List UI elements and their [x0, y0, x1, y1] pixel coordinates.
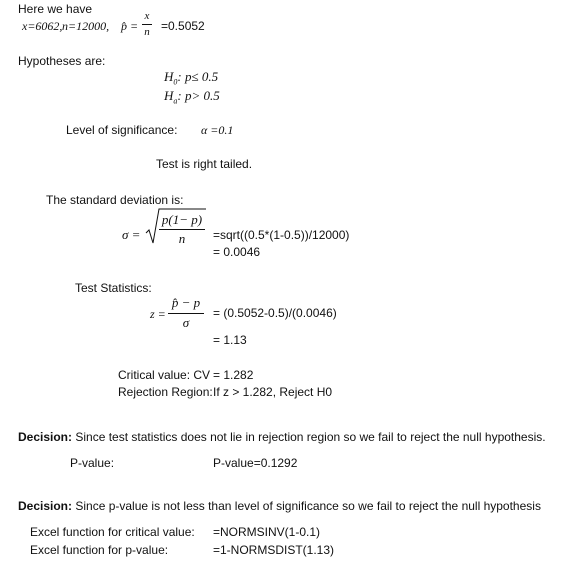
- decision-1-label: Decision:: [18, 430, 73, 444]
- phat-lhs: p̂ =: [121, 19, 139, 33]
- givens-frac-line: [142, 24, 152, 25]
- excel-p-label: Excel function for p-value:: [30, 543, 169, 557]
- critical-value: = 1.282: [213, 368, 254, 382]
- excel-cv-value: =NORMSINV(1-0.1): [213, 525, 321, 539]
- decision-2: [18, 499, 541, 513]
- decision-1: [18, 430, 546, 444]
- givens-frac-den: n: [144, 26, 150, 38]
- test-stat-result: = 1.13: [213, 333, 247, 347]
- test-stat-label: Test Statistics:: [75, 281, 152, 295]
- test-type: Test is right tailed.: [156, 157, 253, 171]
- test-stat-frac-line: [168, 313, 204, 314]
- z-lhs: z =: [150, 307, 166, 321]
- decision-2-label: Decision:: [18, 499, 73, 513]
- std-dev-frac-line: [159, 229, 205, 230]
- significance-label: Level of significance:: [66, 123, 178, 137]
- alt-hypothesis: $H_a$: p> 0.5: [164, 88, 220, 106]
- test-stat-formula: = (0.5052-0.5)/(0.0046): [213, 306, 337, 320]
- sigma-lhs: σ =: [122, 227, 141, 242]
- critical-label: Critical value: CV: [118, 368, 211, 382]
- pvalue-label: P-value:: [70, 456, 115, 470]
- test-stat-denominator: σ: [182, 315, 190, 330]
- std-dev-label: The standard deviation is:: [46, 193, 184, 207]
- null-hypothesis: $H_0$: p≤ 0.5: [164, 69, 219, 87]
- givens-frac-num: x: [144, 10, 150, 22]
- excel-p-value: =1-NORMSDIST(1.13): [213, 543, 335, 557]
- pvalue-value: P-value=0.1292: [213, 456, 298, 470]
- rejection-label: Rejection Region:: [118, 385, 213, 399]
- given-x: x=6062,: [22, 19, 63, 33]
- std-dev-numerator: p(1− p): [161, 212, 203, 227]
- excel-cv-label: Excel function for critical value:: [30, 525, 195, 539]
- hypotheses-label: Hypotheses are:: [18, 54, 106, 68]
- significance-value: α =0.1: [201, 123, 234, 137]
- decision-2-text: Since p-value is not less than level of significance so we fail to reject the null hypothesis: [75, 499, 541, 513]
- test-stat-numerator: p̂ − p: [171, 295, 201, 310]
- given-n: n=12000,: [62, 19, 110, 33]
- phat-result: =0.5052: [161, 19, 205, 33]
- std-dev-formula: =sqrt((0.5*(1-0.5))/12000): [213, 228, 350, 242]
- std-dev-result: = 0.0046: [213, 245, 261, 259]
- std-dev-denominator: n: [178, 231, 186, 246]
- decision-1-text: Since test statistics does not lie in rejection region so we fail to reject the null hypothesis.: [75, 430, 546, 444]
- rejection-value: If z > 1.282, Reject H0: [213, 385, 333, 399]
- intro-text: Here we have: [18, 2, 93, 16]
